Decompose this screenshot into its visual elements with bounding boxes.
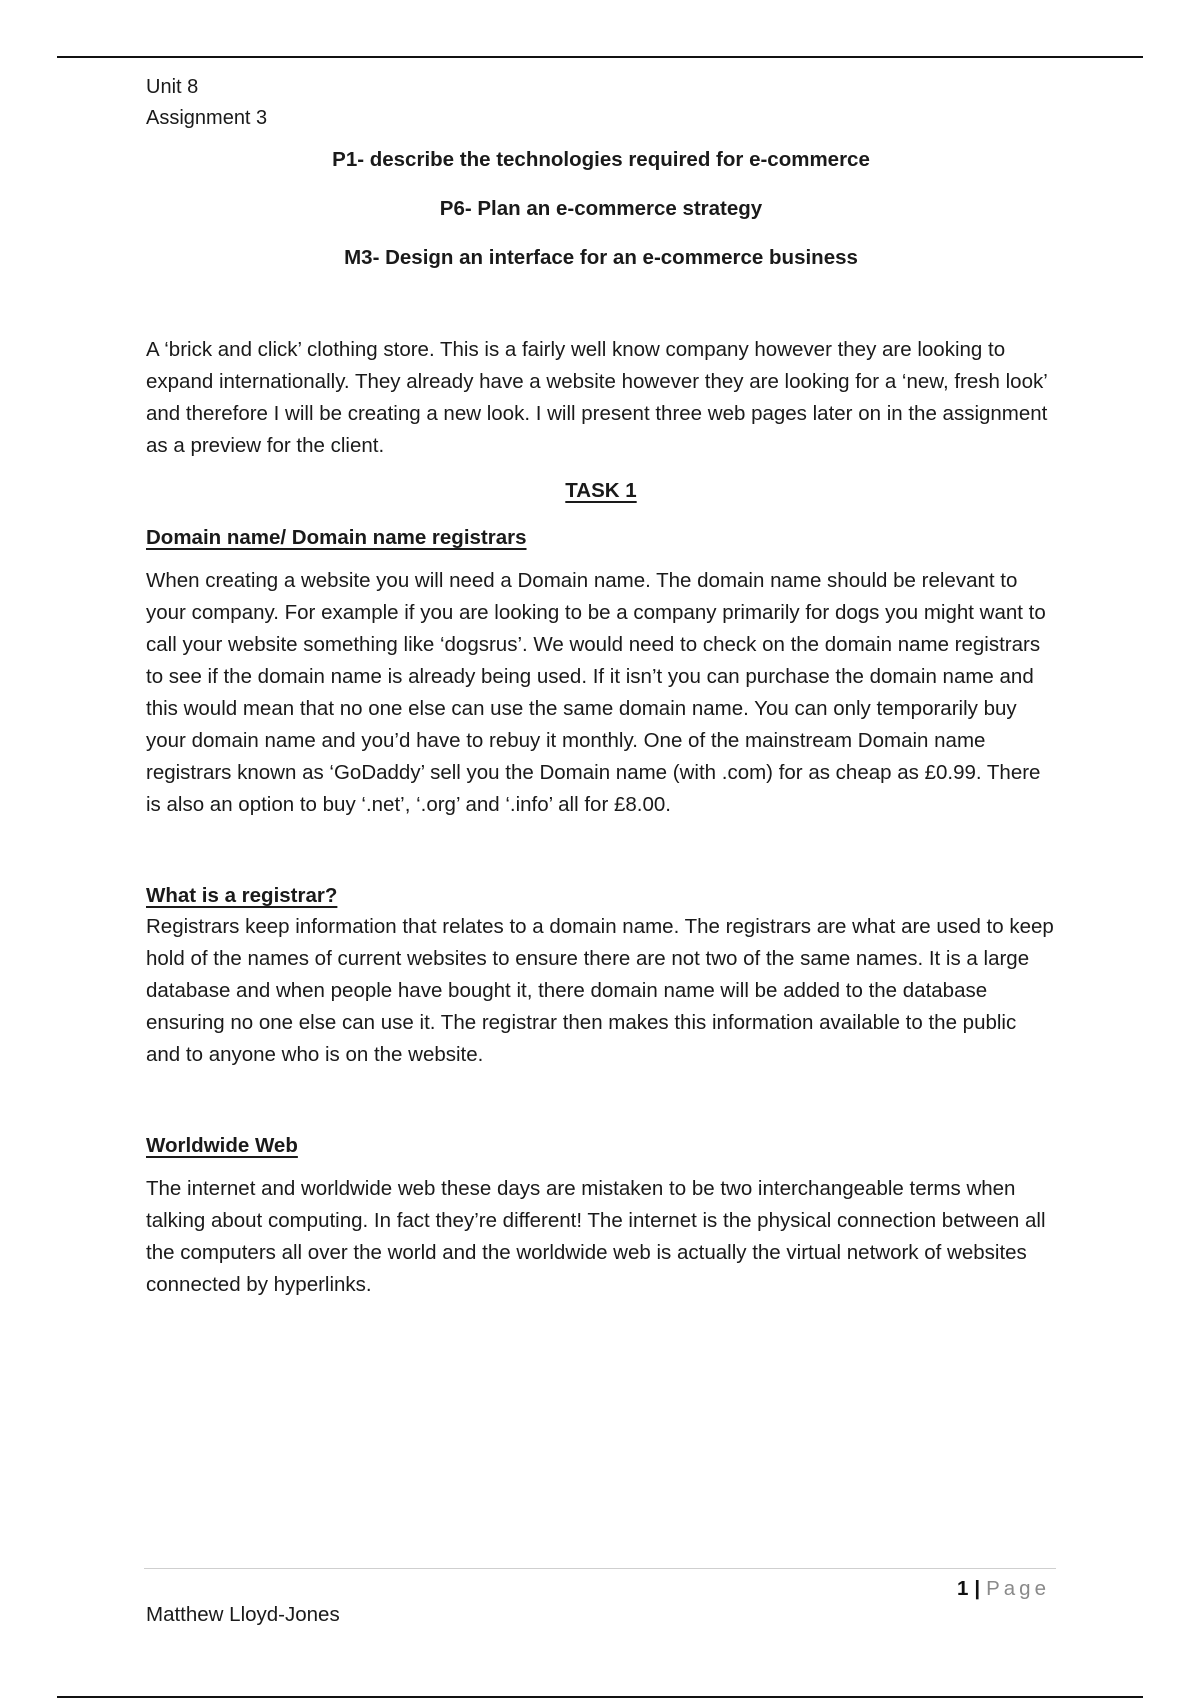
section-body-worldwide-web: The internet and worldwide web these days are mistaken to be two interchangeable terms when talking about computing. In fact they’re different! The internet is the physical connection between all the computers all over the world and the worldwide web is actually the virtual network of websites connected by hyperlinks. [146, 1177, 1046, 1296]
section-body-domain-name: When creating a website you will need a Domain name. The domain name should be relevant to your company. For example if you are looking to be a company primarily for dogs you might want to call your website something like ‘dogsrus’. We would need to check on the domain name registrars to see if the domain name is already being used. If it isn’t you can purchase the domain name and this would mean that no one else can use the same domain name. You can only temporarily buy your domain name and you’d have to rebuy it monthly. One of the mainstream Domain name registrars known as ‘GoDaddy’ sell you the Domain name (with .com) for as cheap as £0.99. There is also an option to buy ‘.net’, ‘.org’ and ‘.info’ all for £8.00. [146, 569, 1046, 816]
page-number-separator: | [974, 1577, 981, 1600]
unit-label: Unit 8 [146, 76, 199, 98]
objective-p6: P6- Plan an e-commerce strategy [439, 197, 763, 220]
page-word: Page [986, 1577, 1050, 1600]
bottom-border-rule [57, 1696, 1143, 1698]
document-page [146, 72, 1056, 1301]
footer-rule [144, 1568, 1056, 1569]
section-heading-registrar: What is a registrar? [146, 884, 338, 907]
page-number-value: 1 [956, 1577, 969, 1600]
objective-m3: M3- Design an interface for an e-commerce business [344, 246, 858, 269]
page-number [957, 1574, 1050, 1604]
assignment-label: Assignment 3 [146, 107, 268, 129]
intro-paragraph: A ‘brick and click’ clothing store. This is a fairly well know company however they are looking to expand internationally. They already have a website however they are looking for a ‘new, fresh look’ and therefore I will be creating a new look. I will present three web pages later on in the assignment as a preview for the client. [146, 338, 1048, 457]
top-border-rule [57, 56, 1143, 58]
task-title: TASK 1 [565, 479, 637, 502]
section-heading-domain-name: Domain name/ Domain name registrars [146, 526, 527, 549]
objective-p1: P1- describe the technologies required for e-commerce [332, 148, 870, 171]
section-body-registrar: Registrars keep information that relates to a domain name. The registrars are what are used to keep hold of the names of current websites to ensure there are not two of the same names. It is a large database and when people have bought it, there domain name will be added to the database ensuring no one else can use it. The registrar then makes this information available to the public and to anyone who is on the website. [146, 915, 1054, 1066]
author-name: Matthew Lloyd-Jones [146, 1603, 340, 1626]
section-heading-worldwide-web: Worldwide Web [146, 1134, 298, 1157]
